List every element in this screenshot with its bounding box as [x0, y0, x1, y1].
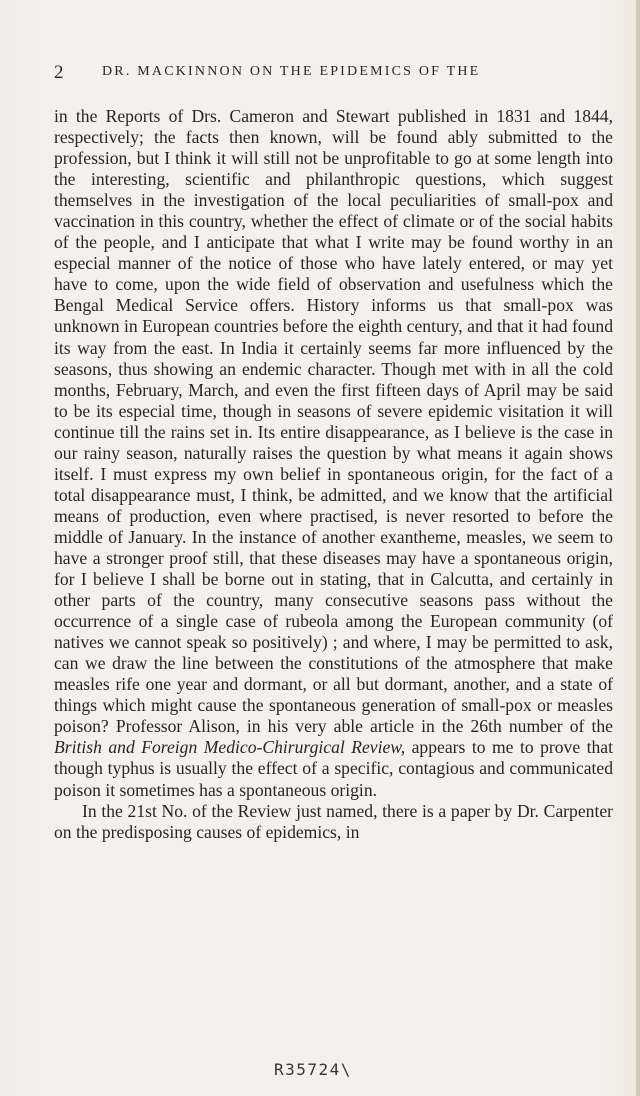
paragraph-2: In the 21st No. of the Review just named, there is a paper by Dr. Carpenter on the predisposing causes of epidemics, in	[54, 800, 613, 842]
page-edge-shadow	[636, 0, 640, 1096]
journal-title: British and Foreign Medico-Chirurgical Review,	[54, 737, 406, 758]
paragraph-1-text-part2: appears to me to prove that though typhus is usually the effect of a specific, contagious and communicated poison it sometimes has a spontaneous origin.	[54, 737, 614, 800]
page-header	[54, 62, 614, 86]
paragraph-1-text-part1: in the Reports of Drs. Cameron and Stewart published in 1831 and 1844, respectively; the facts then known, will be found ably submitted to the profession, but I think it will still not be unprofitable to go at some length into the interesting, scientific and philanthropic questions, which suggest themselves in the investigation of the local peculiarities of small-pox and vaccination in this country, whether the effect of climate or of the social habits of the people, and I anticipate that what I write may be found worthy in an especial manner of the notice of those who have lately entered, or may yet have to come, upon the wide field of observation and usefulness which the Bengal Medical Service offers. History informs us that small-pox was unknown in European countries before the eighth century, and that it had found its way from the east. In India it certainly seems far more influenced by the seasons, thus showing an endemic character. Though met with in all the cold months, February, March, and even the first fifteen days of April may be said to be its especial time, though in seasons of severe epidemic visitation it will continue till the rains set in. Its entire disappearance, as I believe is the case in our rainy season, naturally raises the question by what means it again shows itself. I must express my own belief in spontaneous origin, for the fact of a total disappearance must, I think, be admitted, and we know that the artificial means of production, even where practised, is never resorted to before the middle of January. In the instance of another exantheme, measles, we seem to have a stronger proof still, that these diseases may have a spontaneous origin, for I believe I shall be borne out in stating, that in Calcutta, and certainly in other parts of the country, many consecutive seasons pass without the occurrence of a single case of rubeola among the European community (of natives we cannot speak so positively) ; and where, I may be permitted to ask, can we draw the line between the constitutions of the atmosphere that make measles rife one year and dormant, or all but dormant, another, and a state of things which might cause the spontaneous generation of small-pox or measles poison? Professor Alison, in his very able article in the 26th number of the	[54, 106, 613, 737]
library-signature-mark: R35724\	[274, 1060, 352, 1079]
paragraph-1	[54, 106, 613, 801]
page-number: 2	[54, 62, 64, 83]
body-text	[54, 106, 613, 843]
running-head: DR. MACKINNON ON THE EPIDEMICS OF THE	[102, 64, 481, 79]
